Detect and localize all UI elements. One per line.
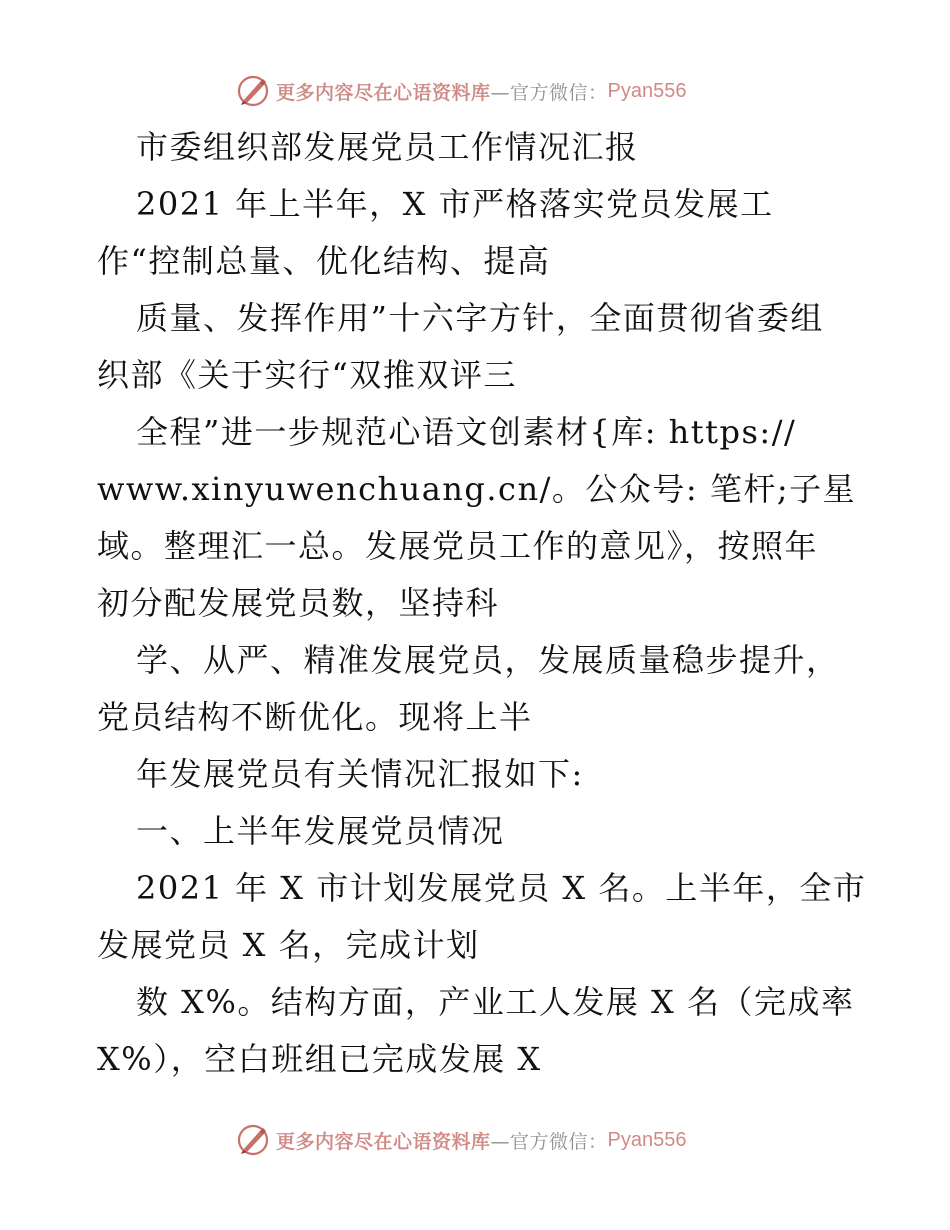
paragraph-line: 织部《关于实行“双推双评三 [97,356,517,394]
document-title: 市委组织部发展党员工作情况汇报 [136,128,639,166]
watermark-main-text: 更多内容尽在心语资料库 [276,81,491,104]
watermark-separator: —官方微信： [490,1130,608,1153]
paragraph-line: 年发展党员有关情况汇报如下: [136,755,584,793]
pen-logo-icon [236,1123,270,1157]
watermark-wechat-id: Pyan556 [607,79,687,102]
section-heading: 一、上半年发展党员情况 [136,812,505,850]
watermark-main-text: 更多内容尽在心语资料库 [276,1130,491,1153]
paragraph-line: 发展党员 X 名，完成计划 [97,926,480,964]
paragraph-line: 初分配发展党员数，坚持科 [97,584,500,622]
paragraph-line: 数 X%。结构方面，产业工人发展 X 名（完成率 [136,983,855,1021]
watermark-separator: —官方微信： [490,81,608,104]
paragraph-line: 域。整理汇一总。发展党员工作的意见》，按照年 [97,527,819,565]
watermark-wechat-id: Pyan556 [607,1128,687,1151]
paragraph-line: X%），空白班组已完成发展 X [97,1040,542,1078]
paragraph-line: 作“控制总量、优化结构、提高 [97,242,551,280]
paragraph-line: 党员结构不断优化。现将上半 [97,698,533,736]
paragraph-line: www.xinyuwenchuang.cn/。公众号: 笔杆;子星 [97,470,857,508]
paragraph-line: 质量、发挥作用”十六字方针，全面贯彻省委组 [136,299,824,337]
paragraph-line: 2021 年 X 市计划发展党员 X 名。上半年，全市 [136,869,867,907]
paragraph-line: 2021 年上半年，X 市严格落实党员发展工 [136,185,774,223]
watermark-banner-bottom [236,1122,687,1158]
watermark-banner-top [236,73,687,109]
paragraph-line: 学、从严、精准发展党员，发展质量稳步提升， [136,641,840,679]
pen-logo-icon [236,74,270,108]
paragraph-line: 全程”进一步规范心语文创素材{库: https:// [136,413,797,451]
